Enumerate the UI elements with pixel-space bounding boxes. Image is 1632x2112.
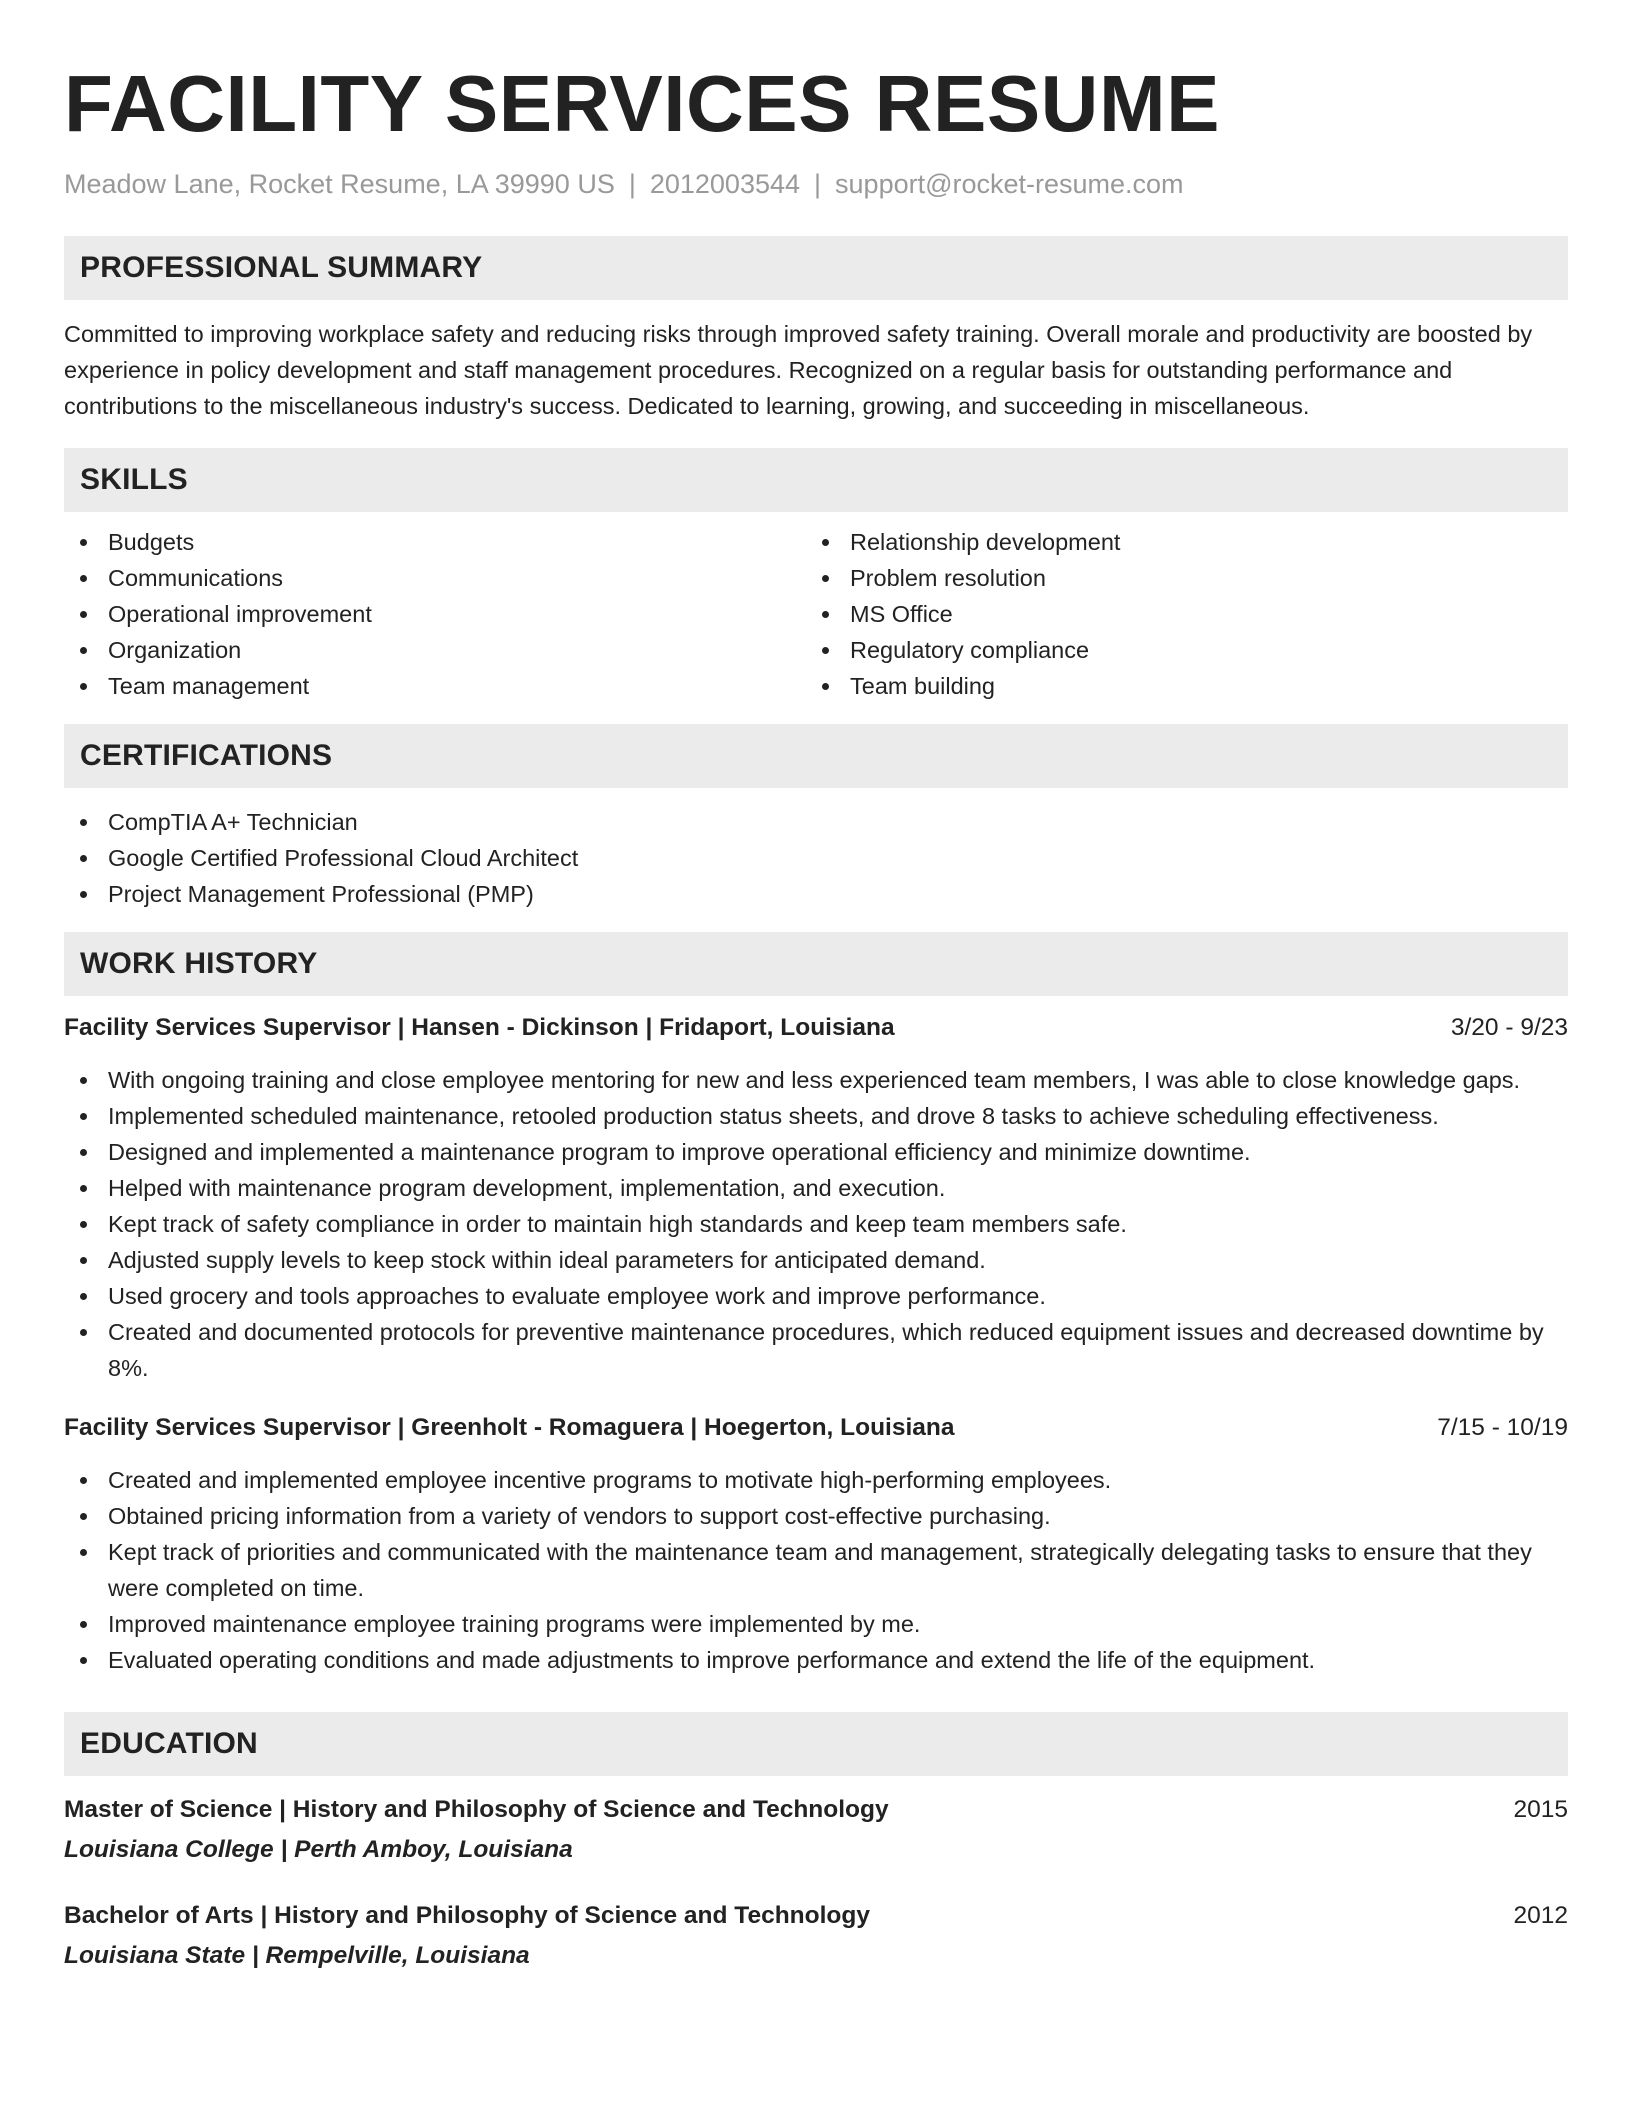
contact-email: support@rocket-resume.com — [835, 169, 1184, 199]
skill-item: Relationship development — [806, 524, 1548, 560]
job-bullets — [64, 1462, 1568, 1678]
resume-title: FACILITY SERVICES RESUME — [64, 59, 1220, 148]
summary-text: Committed to improving workplace safety and reducing risks through improved safety training. Overall morale and productivity are boosted by experience in policy development and staff management procedures. Recognized on a regular basis for outstanding performance and contributions to the miscellaneous industry's success. Dedicated to learning, growing, and succeeding in miscellaneous. — [64, 321, 1533, 419]
education-header — [64, 1792, 1568, 1828]
job-bullet: Used grocery and tools approaches to evaluate employee work and improve performance. — [64, 1278, 1568, 1314]
job-bullet: With ongoing training and close employee mentoring for new and less experienced team members, I was able to close knowledge gaps. — [64, 1062, 1568, 1098]
job-bullets — [64, 1062, 1568, 1386]
section-header-certifications — [64, 724, 1568, 788]
education-year: 2012 — [1513, 1902, 1568, 1929]
contact-line — [64, 166, 1568, 202]
education-year: 2015 — [1513, 1796, 1568, 1823]
contact-address: Meadow Lane, Rocket Resume, LA 39990 US — [64, 169, 615, 199]
education-entry — [64, 1898, 1568, 1974]
certification-item: CompTIA A+ Technician — [64, 804, 1568, 840]
section-title: CERTIFICATIONS — [80, 739, 333, 772]
job-header — [64, 1010, 1568, 1046]
job-bullet: Adjusted supply levels to keep stock within ideal parameters for anticipated demand. — [64, 1242, 1568, 1278]
section-title: PROFESSIONAL SUMMARY — [80, 251, 483, 284]
section-title: WORK HISTORY — [80, 947, 318, 980]
section-header-education — [64, 1712, 1568, 1776]
skill-item: MS Office — [806, 596, 1548, 632]
section-header-skills — [64, 448, 1568, 512]
section-title: EDUCATION — [80, 1727, 258, 1760]
job-bullet: Implemented scheduled maintenance, retooled production status sheets, and drove 8 tasks to achieve scheduling effectiveness. — [64, 1098, 1568, 1134]
skill-item: Budgets — [64, 524, 806, 560]
job-entry — [64, 1010, 1568, 1386]
contact-separator: | — [814, 169, 822, 199]
skill-item: Communications — [64, 560, 806, 596]
job-bullet: Kept track of priorities and communicated with the maintenance team and management, strategically delegating tasks to ensure that they were completed on time. — [64, 1534, 1568, 1606]
education-header — [64, 1898, 1568, 1934]
job-bullet: Evaluated operating conditions and made adjustments to improve performance and extend the life of the equipment. — [64, 1642, 1568, 1678]
skills-column-right — [806, 524, 1548, 704]
section-title: SKILLS — [80, 463, 188, 496]
skills-column-left — [64, 524, 806, 704]
skill-item: Organization — [64, 632, 806, 668]
skills-grid — [64, 524, 1568, 704]
certification-item: Project Management Professional (PMP) — [64, 876, 1568, 912]
skill-item: Operational improvement — [64, 596, 806, 632]
education-degree: Bachelor of Arts | History and Philosophy of Science and Technology — [64, 1902, 870, 1929]
skill-item: Problem resolution — [806, 560, 1548, 596]
section-header-summary — [64, 236, 1568, 300]
contact-phone: 2012003544 — [649, 169, 801, 199]
skill-item: Team management — [64, 668, 806, 704]
job-entry — [64, 1410, 1568, 1678]
certification-item: Google Certified Professional Cloud Architect — [64, 840, 1568, 876]
job-title: Facility Services Supervisor | Greenholt - Romaguera | Hoegerton, Louisiana — [64, 1414, 955, 1441]
job-title: Facility Services Supervisor | Hansen - Dickinson | Fridaport, Louisiana — [64, 1014, 895, 1041]
job-bullet: Obtained pricing information from a variety of vendors to support cost-effective purchasing. — [64, 1498, 1568, 1534]
education-school: Louisiana State | Rempelville, Louisiana — [64, 1942, 530, 1969]
certifications-list — [64, 804, 1568, 912]
job-dates: 7/15 - 10/19 — [1437, 1414, 1568, 1441]
job-bullet: Created and documented protocols for preventive maintenance procedures, which reduced equipment issues and decreased downtime by 8%. — [64, 1314, 1568, 1386]
job-header — [64, 1410, 1568, 1446]
skill-item: Regulatory compliance — [806, 632, 1548, 668]
job-bullet: Created and implemented employee incentive programs to motivate high-performing employees. — [64, 1462, 1568, 1498]
job-dates: 3/20 - 9/23 — [1450, 1014, 1568, 1041]
job-bullet: Helped with maintenance program development, implementation, and execution. — [64, 1170, 1568, 1206]
contact-separator: | — [628, 169, 636, 199]
education-school: Louisiana College | Perth Amboy, Louisiana — [64, 1836, 573, 1863]
job-bullet: Designed and implemented a maintenance program to improve operational efficiency and minimize downtime. — [64, 1134, 1568, 1170]
section-header-work-history — [64, 932, 1568, 996]
education-degree: Master of Science | History and Philosophy of Science and Technology — [64, 1796, 889, 1823]
job-bullet: Kept track of safety compliance in order to maintain high standards and keep team members safe. — [64, 1206, 1568, 1242]
education-entry — [64, 1792, 1568, 1868]
skill-item: Team building — [806, 668, 1548, 704]
job-bullet: Improved maintenance employee training programs were implemented by me. — [64, 1606, 1568, 1642]
